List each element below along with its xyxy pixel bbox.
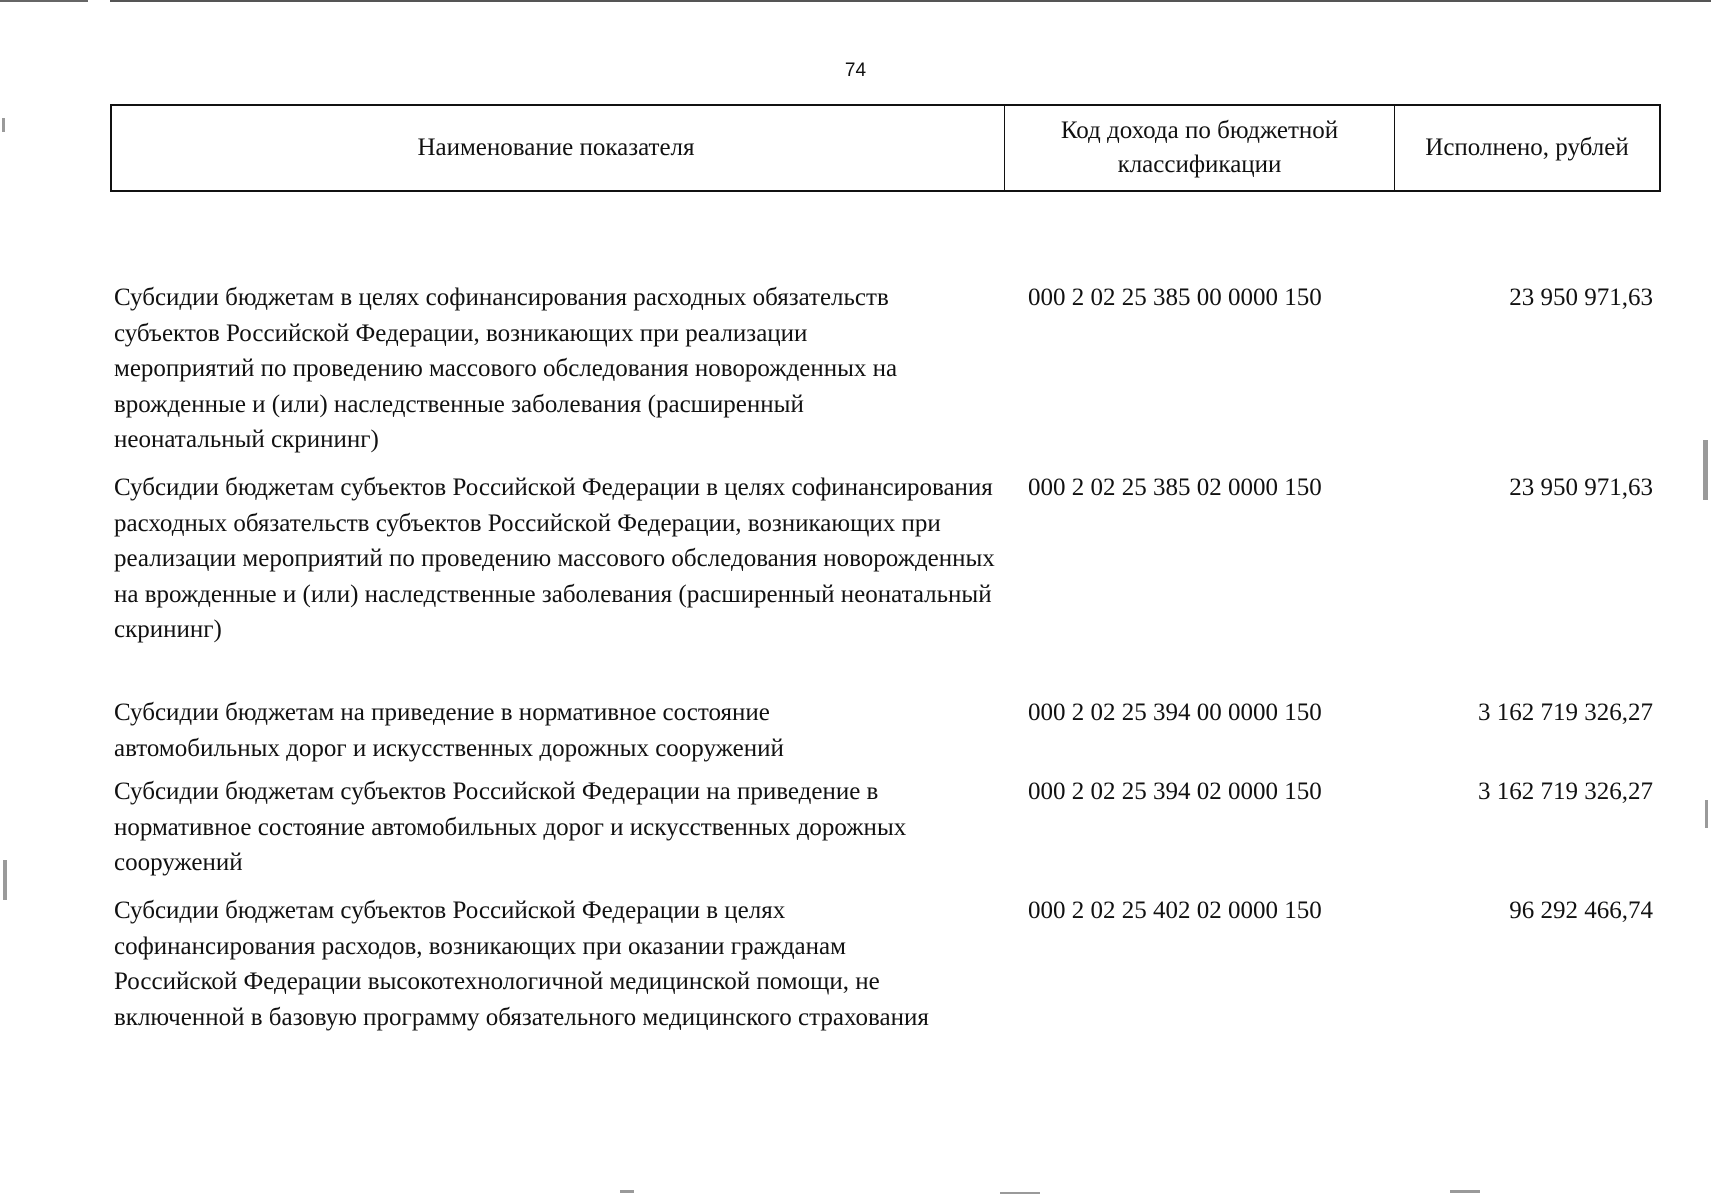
header-amount: Исполнено, рублей	[1394, 106, 1659, 190]
row-code-text: 000 2 02 25 402 02 0000 150	[1028, 897, 1322, 924]
row-amount: 96 292 466,74	[1509, 897, 1653, 924]
row-name: Субсидии бюджетам субъектов Российской Федерации в целях софинансирования расходных обязательств субъектов Российской Федерации, возникающих при реализации мероприятий по проведению массового обследования новорожденных на врожденные и (или) наследственные заболевания (расширенный неонатальный скрининг)	[114, 474, 995, 643]
row-amount: 3 162 719 326,27	[1478, 778, 1653, 805]
scan-noise	[1705, 800, 1708, 828]
table-row	[110, 470, 1661, 648]
scan-edge-line	[0, 0, 88, 2]
row-name: Субсидии бюджетам на приведение в нормативное состояние автомобильных дорог и искусственных дорожных сооружений	[114, 699, 784, 762]
row-code	[1002, 280, 1392, 458]
revenue-table	[110, 104, 1661, 1031]
scan-noise	[1000, 1192, 1040, 1194]
scan-noise	[1450, 1190, 1480, 1193]
table-row	[110, 695, 1661, 766]
row-code-text: 000 2 02 25 385 00 0000 150	[1028, 284, 1322, 311]
header-code: Код дохода по бюджетной классификации	[1004, 106, 1394, 190]
row-code	[1002, 893, 1392, 1035]
table-row	[110, 774, 1661, 881]
scan-noise	[2, 118, 5, 132]
scan-noise	[620, 1190, 634, 1193]
row-amount: 23 950 971,63	[1509, 284, 1653, 311]
row-amount: 3 162 719 326,27	[1478, 699, 1653, 726]
row-name: Субсидии бюджетам субъектов Российской Федерации в целях софинансирования расходов, возникающих при оказании гражданам Российской Федерации высокотехнологичной медицинской помощи, не включенной в базовую программу обязательного медицинского страхования	[114, 897, 929, 1031]
row-code	[1002, 470, 1392, 648]
row-name: Субсидии бюджетам субъектов Российской Федерации на приведение в нормативное состояние автомобильных дорог и искусственных дорожных сооружений	[114, 778, 907, 876]
scan-noise	[3, 860, 7, 900]
row-code-text: 000 2 02 25 394 00 0000 150	[1028, 699, 1322, 726]
row-code-text: 000 2 02 25 385 02 0000 150	[1028, 474, 1322, 501]
row-name: Субсидии бюджетам в целях софинансирования расходных обязательств субъектов Российской Федерации, возникающих при реализации мероприятий по проведению массового обследования новорожденных на врожденные и (или) наследственные заболевания (расширенный неонатальный скрининг)	[114, 284, 898, 453]
table-row	[110, 280, 1661, 458]
header-name: Наименование показателя	[417, 134, 695, 161]
row-code	[1002, 774, 1392, 881]
page-number: 74	[844, 60, 867, 81]
row-amount: 23 950 971,63	[1509, 474, 1653, 501]
row-code-text: 000 2 02 25 394 02 0000 150	[1028, 778, 1322, 805]
table-row	[110, 893, 1661, 1035]
scan-edge-line	[110, 0, 1711, 2]
row-code	[1002, 695, 1392, 766]
scan-noise	[1703, 440, 1708, 500]
table-header	[110, 104, 1661, 192]
